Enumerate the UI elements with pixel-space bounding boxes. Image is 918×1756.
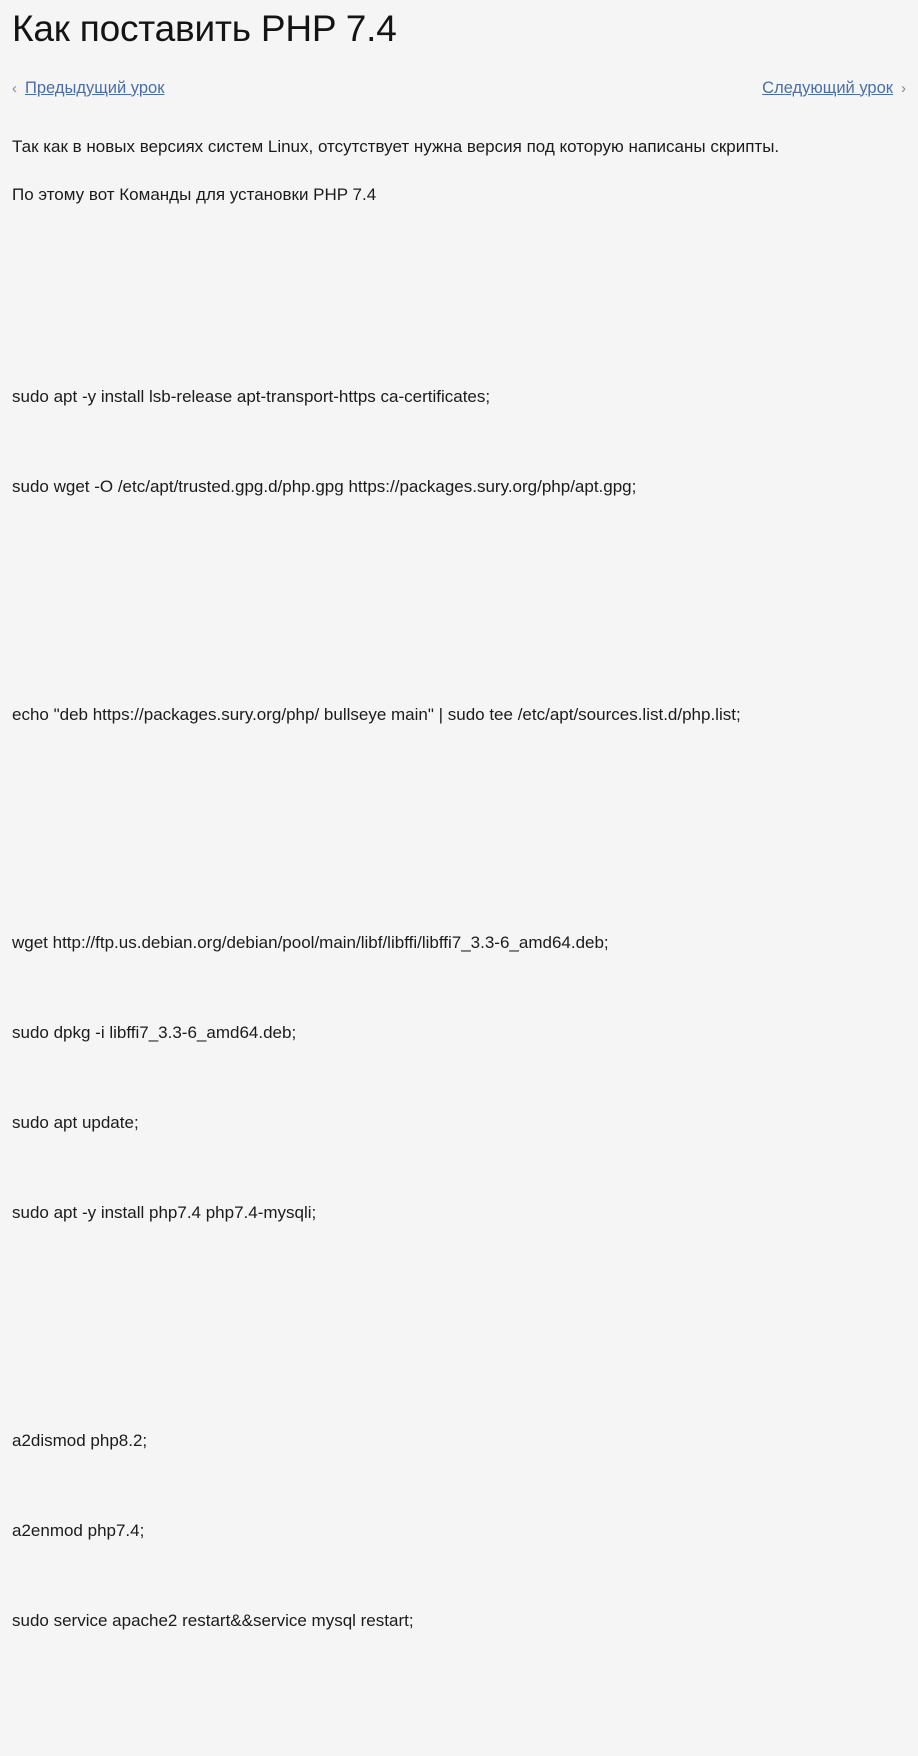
command-group (12, 322, 906, 562)
command-group (12, 1366, 906, 1696)
next-lesson-nav[interactable] (762, 79, 906, 98)
chevron-left-icon: ‹ (12, 79, 17, 97)
intro-paragraph: Так как в новых версиях систем Linux, отсутствует нужна версия под которую написаны скрипты. (12, 137, 780, 156)
command-group (12, 868, 906, 1288)
command-group (12, 640, 906, 790)
command-line: sudo apt update; (12, 1113, 139, 1132)
command-line: sudo wget -O /etc/apt/trusted.gpg.d/php.gpg https://packages.sury.org/php/apt.gpg; (12, 477, 637, 496)
lesson-navigation (12, 76, 906, 100)
command-line: sudo apt -y install lsb-release apt-transport-https ca-certificates; (12, 387, 491, 406)
next-lesson-link[interactable]: Следующий урок (762, 78, 893, 97)
intro-paragraph: По этому вот Команды для установки PHP 7.4 (12, 185, 377, 204)
command-line: sudo apt -y install php7.4 php7.4-mysqli; (12, 1203, 317, 1222)
command-line: echo "deb https://packages.sury.org/php/ bullseye main" | sudo tee /etc/apt/sources.list.d/php.list; (12, 705, 741, 724)
install-commands (12, 262, 906, 1756)
command-line: a2enmod php7.4; (12, 1521, 145, 1540)
command-line: sudo service apache2 restart&&service mysql restart; (12, 1611, 414, 1630)
page-title: Как поставить PHP 7.4 (12, 8, 397, 49)
previous-lesson-link[interactable]: Предыдущий урок (25, 78, 165, 97)
previous-lesson-nav[interactable] (12, 79, 164, 98)
chevron-right-icon: › (901, 79, 906, 97)
command-line: wget http://ftp.us.debian.org/debian/pool/main/libf/libffi/libffi7_3.3-6_amd64.deb; (12, 933, 609, 952)
command-line: a2dismod php8.2; (12, 1431, 148, 1450)
command-line: sudo dpkg -i libffi7_3.3-6_amd64.deb; (12, 1023, 297, 1042)
lesson-intro (12, 132, 872, 210)
